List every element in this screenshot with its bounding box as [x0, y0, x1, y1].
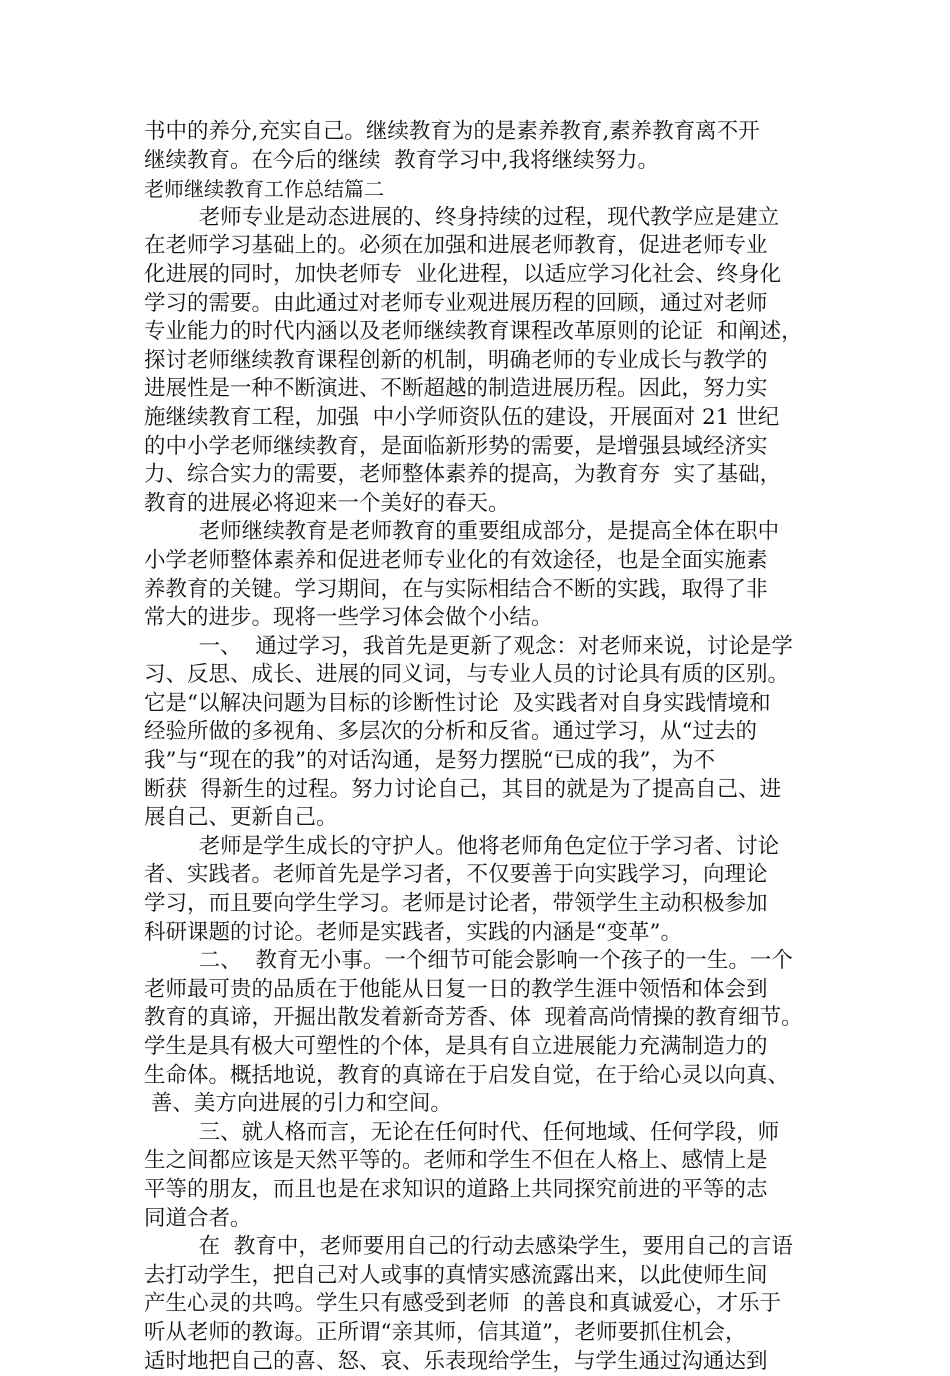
- text-line: 教育的进展必将迎来一个美好的春天。: [144, 490, 510, 516]
- text-line: 同道合者。: [144, 1205, 252, 1231]
- text-line: 老师是学生成长的守护人。他将老师角色定位于学习者、讨论: [144, 833, 780, 859]
- text-line: 听从老师的教诲。正所谓“亲其师，信其道”，老师要抓住机会，: [144, 1319, 747, 1345]
- text-line: 常大的进步。现将一些学习体会做个小结。: [144, 605, 553, 631]
- text-line: 产生心灵的共鸣。学生只有感受到老师 的善良和真诚爱心，才乐于: [144, 1291, 782, 1317]
- text-line: 施继续教育工程，加强 中小学师资队伍的建设，开展面对 21 世纪: [144, 404, 780, 430]
- text-line: 进展性是一种不断演进、不断超越的制造进展历程。因此，努力实: [144, 376, 768, 402]
- text-line: 专业能力的时代内涵以及老师继续教育课程改革原则的论证 和阐述，: [144, 319, 803, 345]
- text-line: 生之间都应该是天然平等的。老师和学生不但在人格上、感情上是: [144, 1148, 768, 1174]
- text-line: 它是“以解决问题为目标的诊断性讨论 及实践者对自身实践情境和: [144, 690, 771, 716]
- text-line: 去打动学生，把自己对人或事的真情实感流露出来，以此使师生间: [144, 1262, 768, 1288]
- text-line: 老师专业是动态进展的、终身持续的过程，现代教学应是建立: [144, 204, 780, 230]
- text-line: 学习，而且要向学生学习。老师是讨论者，带领学生主动积极参加: [144, 891, 768, 917]
- text-line: 学生是具有极大可塑性的个体，是具有自立进展能力充满制造力的: [144, 1034, 768, 1059]
- text-line: 科研课题的讨论。老师是实践者，实践的内涵是“变革”。: [144, 919, 682, 945]
- text-line: 书中的养分,充实自己。继续教育为的是素养教育,素养教育离不开: [144, 119, 760, 144]
- text-line: 小学老师整体素养和促进老师专业化的有效途径，也是全面实施素: [144, 547, 768, 573]
- text-line: 习、反思、成长、进展的同义词，与专业人员的讨论具有质的区别。: [144, 662, 790, 688]
- text-line: 探讨老师继续教育课程创新的机制，明确老师的专业成长与教学的: [144, 347, 768, 373]
- text-line: 化进展的同时，加快老师专 业化进程，以适应学习化社会、终身化: [144, 261, 782, 287]
- text-line: 三、就人格而言，无论在任何时代、任何地域、任何学段，师: [144, 1119, 780, 1145]
- text-line: 一、 通过学习，我首先是更新了观念：对老师来说，讨论是学: [144, 633, 793, 659]
- text-line: 老师最可贵的品质在于他能从日复一日的教学生涯中领悟和体会到: [144, 976, 768, 1002]
- text-line: 力、综合实力的需要，老师整体素养的提高，为教育夯 实了基础，: [144, 462, 782, 488]
- document-body: [144, 118, 834, 1376]
- section-heading: 老师继续教育工作总结篇二: [144, 177, 384, 202]
- text-line: 善、美方向进展的引力和空间。: [144, 1091, 452, 1117]
- text-line: 我”与“现在的我”的对话沟通，是努力摆脱“已成的我”，为不: [144, 748, 715, 774]
- text-line: 养教育的关键。学习期间，在与实际相结合不断的实践，取得了非: [144, 576, 768, 602]
- text-line: 在老师学习基础上的。必须在加强和进展老师教育，促进老师专业: [144, 233, 768, 259]
- text-line: 的中小学老师继续教育，是面临新形势的需要，是增强县域经济实: [144, 433, 768, 459]
- text-line: 平等的朋友，而且也是在求知识的道路上共同探究前进的平等的志: [144, 1176, 768, 1202]
- text-line: 老师继续教育是老师教育的重要组成部分，是提高全体在职中: [144, 519, 780, 545]
- text-line: 展自己、更新自己。: [144, 805, 338, 831]
- text-line: 断获 得新生的过程。努力讨论自己，其目的就是为了提高自己、进: [144, 776, 782, 802]
- text-line: 二、 教育无小事。一个细节可能会影响一个孩子的一生。一个: [144, 948, 793, 974]
- text-line: 者、实践者。老师首先是学习者，不仅要善于向实践学习，向理论: [144, 862, 768, 888]
- text-line: 在 教育中，老师要用自己的行动去感染学生，要用自己的言语: [144, 1234, 793, 1260]
- text-line: 学习的需要。由此通过对老师专业观进展历程的回顾，通过对老师: [144, 290, 768, 316]
- text-line: 适时地把自己的喜、怒、哀、乐表现给学生，与学生通过沟通达到: [144, 1348, 768, 1374]
- text-line: 教育的真谛，开掘出散发着新奇芳香、体 现着高尚情操的教育细节。: [144, 1005, 803, 1031]
- text-line: 生命体。概括地说，教育的真谛在于启发自觉，在于给心灵以向真、: [144, 1062, 790, 1088]
- text-line: 继续教育。在今后的继续 教育学习中,我将继续努力。: [144, 147, 660, 173]
- text-line: 经验所做的多视角、多层次的分析和反省。通过学习，从“过去的: [144, 719, 757, 745]
